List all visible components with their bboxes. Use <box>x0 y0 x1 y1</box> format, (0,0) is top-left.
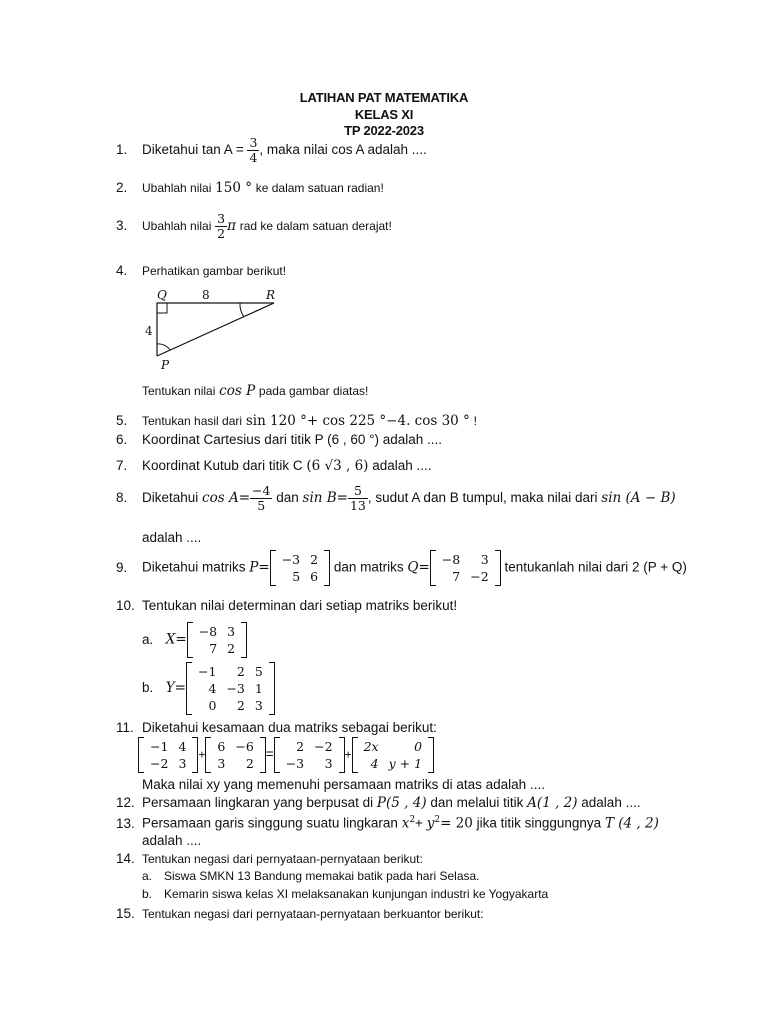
matrix-cell: 6 <box>310 569 319 584</box>
question-2: 2. Ubahlah nilai 150 ° ke dalam satuan radian! <box>116 180 384 196</box>
matrix-cell: 0 <box>208 698 217 713</box>
matrix-row <box>193 663 268 680</box>
vertex-r-label: R <box>266 288 276 302</box>
matrix-row <box>281 738 338 755</box>
matrix-cell: −8 <box>441 552 461 567</box>
matrix-cell: −2 <box>150 756 169 771</box>
matrix-cell: 2 <box>236 698 245 713</box>
matrix-cell: −1 <box>198 664 217 679</box>
matrix-row <box>194 623 240 640</box>
matrix-cell: −3 <box>281 552 301 567</box>
matrix-cell: 0 <box>414 739 423 754</box>
question-10: 10. Tentukan nilai determinan dari setiap matriks berikut! <box>116 598 458 613</box>
matrix-table <box>281 738 338 772</box>
question-4-ask: Tentukan nilai cos P pada gambar diatas! <box>142 383 369 399</box>
question-4: 4. Perhatikan gambar berikut! <box>116 263 287 278</box>
matrix-cell: 4 <box>370 756 379 771</box>
matrix-1 <box>138 737 198 773</box>
matrix-4 <box>352 737 434 773</box>
matrix-cell: 3 <box>227 624 236 639</box>
matrix-cell: 6 <box>217 739 226 754</box>
matrix-cell: −6 <box>235 739 254 754</box>
fraction: $\frac{-4}{5}$ <box>252 483 271 513</box>
matrix-p <box>270 550 330 586</box>
matrix-cell: 5 <box>254 664 263 679</box>
matrix-cell: 3 <box>480 552 489 567</box>
matrix-cell: −2 <box>470 569 489 584</box>
matrix-cell: 2 <box>296 739 305 754</box>
question-3: 3. Ubahlah nilai $\frac{3}{2}$ π rad ke dalam satuan derajat! <box>116 211 392 241</box>
fraction: $\frac{3}{2}$ <box>217 211 226 241</box>
question-8: 8. Diketahui cos A= $\frac{-4}{5}$ dan sin B= $\frac{5}{13}$ , sudut A dan B tumpul, maka nilai dari sin (A − B) <box>116 483 676 513</box>
matrix-table <box>359 738 427 772</box>
vertex-q-label: Q <box>157 288 167 302</box>
question-11-equation: −1 4 −2 3 + 6 −6 3 2 = 2 −2 −3 3 + 2x 0 4 y + 1 <box>138 737 434 773</box>
matrix-table <box>212 738 258 772</box>
matrix-row <box>281 755 338 772</box>
matrix-row <box>194 640 240 657</box>
matrix-cell: 5 <box>292 569 301 584</box>
matrix-row <box>212 738 258 755</box>
question-10-b: b. Y= −1 2 5 4 −3 1 0 2 3 <box>142 662 275 715</box>
question-5: 5. Tentukan hasil dari sin 120 °+ cos 225 °−4. cos 30 ° ! <box>116 413 477 429</box>
matrix-cell: −1 <box>150 739 169 754</box>
matrix-cell: 2 <box>227 641 236 656</box>
question-14-b: b. Kemarin siswa kelas XI melaksanakan kunjungan industri ke Yogyakarta <box>142 887 549 901</box>
matrix-row <box>145 755 191 772</box>
matrix-row <box>359 755 427 772</box>
matrix-table <box>193 663 268 714</box>
matrix-cell: 7 <box>452 569 461 584</box>
matrix-table <box>277 551 323 585</box>
matrix-cell: 1 <box>254 681 263 696</box>
matrix-row <box>437 568 494 585</box>
matrix-cell: 3 <box>254 698 263 713</box>
side-qr-length: 8 <box>202 288 210 302</box>
matrix-row <box>277 568 323 585</box>
matrix-cell: 2 <box>236 664 245 679</box>
question-6: 6. Koordinat Cartesius dari titik P (6 , 60 °) adalah .... <box>116 432 443 447</box>
doc-year: TP 2022-2023 <box>344 123 424 138</box>
question-15: 15. Tentukan negasi dari pernyataan-pernyataan berkuantor berikut: <box>116 906 484 921</box>
matrix-row <box>193 680 268 697</box>
matrix-cell: 3 <box>217 756 226 771</box>
vertex-p-label: P <box>161 358 170 372</box>
matrix-x <box>187 622 247 658</box>
question-11: 11. Diketahui kesamaan dua matriks sebagai berikut: <box>116 720 437 735</box>
side-qp-length: 4 <box>145 324 153 338</box>
question-9: 9. Diketahui matriks P= −3 2 5 6 dan matriks Q= −8 3 7 −2 tentukanlah nilai dari 2 (P + Q) <box>116 552 687 584</box>
doc-title: LATIHAN PAT MATEMATIKA <box>299 90 469 105</box>
question-12: 12. Persamaan lingkaran yang berpusat di P(5 , 4) dan melalui titik A(1 , 2) adalah .... <box>116 795 641 811</box>
matrix-cell: 3 <box>178 756 187 771</box>
doc-class: KELAS XI <box>354 107 414 122</box>
question-10-a: a. X= −8 3 7 2 <box>142 622 247 658</box>
matrix-row <box>437 551 494 568</box>
question-13-tail: adalah .... <box>142 833 202 848</box>
matrix-table <box>437 551 494 585</box>
matrix-q <box>430 550 501 586</box>
matrix-row <box>359 738 427 755</box>
matrix-row <box>277 551 323 568</box>
matrix-cell: 2 <box>310 552 319 567</box>
matrix-cell: −8 <box>198 624 218 639</box>
matrix-y <box>186 662 275 715</box>
question-8-tail: adalah .... <box>142 530 202 545</box>
matrix-cell: 4 <box>208 681 217 696</box>
question-14-a: a. Siswa SMKN 13 Bandung memakai batik pada hari Selasa. <box>142 869 480 883</box>
matrix-table <box>194 623 240 657</box>
fraction: $\frac{5}{13}$ <box>349 483 366 513</box>
matrix-row <box>145 738 191 755</box>
matrix-cell: 4 <box>178 739 187 754</box>
matrix-row <box>193 697 268 714</box>
triangle-figure <box>140 286 300 376</box>
matrix-cell: y + 1 <box>388 756 423 771</box>
question-14: 14. Tentukan negasi dari pernyataan-pernyataan berikut: <box>116 851 423 866</box>
matrix-cell: −3 <box>285 756 305 771</box>
fraction: $\frac{3}{4}$ <box>249 135 258 165</box>
matrix-cell: 2x <box>363 739 379 754</box>
matrix-cell: 2 <box>245 756 254 771</box>
matrix-cell: −2 <box>314 739 333 754</box>
matrix-cell: 3 <box>324 756 333 771</box>
matrix-3 <box>274 737 345 773</box>
question-1: 1. Diketahui tan A = $\frac{3}{4}$ , maka nilai cos A adalah .... <box>116 135 427 165</box>
matrix-2 <box>205 737 265 773</box>
matrix-cell: 7 <box>209 641 218 656</box>
question-7: 7. Koordinat Kutub dari titik C (6 √3 , 6) adalah .... <box>116 458 432 474</box>
question-11-tail: Maka nilai xy yang memenuhi persamaan matriks di atas adalah .... <box>142 777 545 792</box>
question-13: 13. Persamaan garis singgung suatu lingkaran $x^2+ y^2= 20$ jika titik singgungnya T (4 , 2) <box>116 815 659 832</box>
matrix-row <box>212 755 258 772</box>
matrix-cell: −3 <box>226 681 245 696</box>
matrix-table <box>145 738 191 772</box>
